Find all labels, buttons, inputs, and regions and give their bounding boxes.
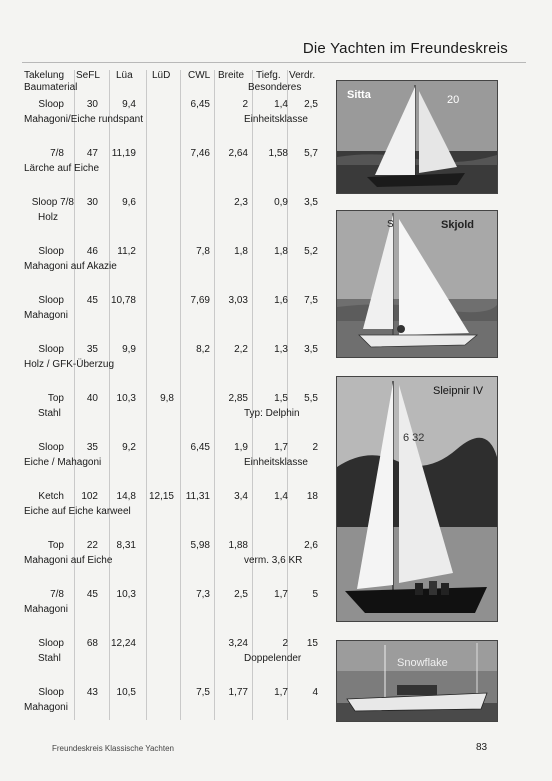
cell-lua: 9,9	[122, 344, 136, 355]
photo-caption: Sleipnir IV	[433, 385, 484, 397]
cell-rig: Sloop	[38, 295, 64, 306]
cell-breite: 2,2	[234, 344, 248, 355]
cell-cwl: 7,5	[196, 687, 210, 698]
cell-verdr: 2	[312, 442, 318, 453]
header-breite: Breite	[218, 70, 245, 81]
cell-tiefg: 2	[282, 638, 288, 649]
cell-material: Holz / GFK-Überzug	[24, 359, 115, 370]
cell-material: Mahagoni auf Akazie	[24, 261, 117, 272]
cell-cwl: 5,98	[190, 540, 210, 551]
cell-tiefg: 1,4	[274, 99, 288, 110]
photo-caption: Snowflake	[397, 657, 448, 669]
cell-breite: 2,5	[234, 589, 248, 600]
cell-material: Mahagoni	[24, 604, 68, 615]
cell-breite: 2,3	[234, 197, 248, 208]
cell-sefl: 22	[86, 540, 98, 551]
cell-besonderes: Typ: Delphin	[244, 408, 300, 419]
table-row	[24, 194, 324, 243]
cell-breite: 2,85	[228, 393, 248, 404]
header-lua: Lüa	[116, 70, 133, 81]
header-takelung: Takelung	[24, 70, 65, 81]
cell-material: Eiche / Mahagoni	[24, 457, 102, 468]
cell-sefl: 35	[86, 344, 98, 355]
cell-rig: Sloop	[38, 344, 64, 355]
table-row	[24, 537, 324, 586]
cell-lua: 10,3	[116, 589, 136, 600]
cell-verdr: 2,5	[304, 99, 318, 110]
cell-lua: 9,2	[122, 442, 136, 453]
cell-tiefg: 0,9	[274, 197, 288, 208]
sailboat-image	[337, 377, 497, 621]
cell-material: Mahagoni/Eiche rundspant	[24, 114, 143, 125]
cell-cwl: 7,46	[190, 148, 210, 159]
cell-tiefg: 1,8	[274, 246, 288, 257]
sailboat-image	[337, 641, 497, 721]
cell-sefl: 35	[86, 442, 98, 453]
cell-lua: 10,78	[110, 295, 136, 306]
yacht-photo-snowflake	[336, 640, 498, 722]
cell-breite: 3,4	[234, 491, 248, 502]
header-cwl: CWL	[188, 70, 211, 81]
table-row	[24, 635, 324, 684]
cell-verdr: 3,5	[304, 344, 318, 355]
table-row	[24, 243, 324, 292]
header-lud: LüD	[152, 70, 171, 81]
cell-cwl: 7,8	[196, 246, 210, 257]
cell-tiefg: 1,7	[274, 589, 288, 600]
sailboat-image	[337, 211, 497, 357]
photo-caption: Sitta	[347, 89, 371, 101]
cell-rig: Sloop 7/8	[31, 197, 74, 208]
cell-sefl: 30	[86, 99, 98, 110]
header-sefl: SeFL	[76, 70, 100, 81]
cell-material: Mahagoni auf Eiche	[24, 555, 113, 566]
cell-rig: Sloop	[38, 687, 64, 698]
cell-breite: 3,03	[228, 295, 248, 306]
cell-tiefg: 1,3	[274, 344, 288, 355]
table-row	[24, 586, 324, 635]
header-besonderes: Besonderes	[248, 82, 302, 93]
cell-rig: Sloop	[38, 99, 64, 110]
cell-material: Holz	[38, 212, 59, 223]
yacht-photo-skjold	[336, 210, 498, 358]
title-rule	[22, 62, 526, 63]
cell-material: Stahl	[38, 653, 61, 664]
cell-sefl: 102	[81, 491, 98, 502]
cell-material: Lärche auf Eiche	[24, 163, 100, 174]
cell-verdr: 5,7	[304, 148, 318, 159]
table-row	[24, 292, 324, 341]
header-verdr: Verdr.	[289, 70, 316, 81]
cell-sefl: 40	[86, 393, 98, 404]
cell-lua: 11,2	[117, 246, 136, 257]
cell-lua: 12,24	[110, 638, 136, 649]
table-row	[24, 684, 324, 733]
cell-breite: 2,64	[228, 148, 248, 159]
cell-tiefg: 1,6	[274, 295, 288, 306]
cell-material: Stahl	[38, 408, 61, 419]
table-row	[24, 488, 324, 537]
photo-caption: Skjold	[441, 219, 475, 231]
cell-verdr: 5,2	[304, 246, 318, 257]
cell-breite: 1,8	[234, 246, 248, 257]
cell-verdr: 5	[312, 589, 318, 600]
cell-besonderes: verm. 3,6 KR	[244, 555, 303, 566]
cell-rig: Sloop	[38, 442, 64, 453]
cell-verdr: 7,5	[304, 295, 318, 306]
cell-tiefg: 1,7	[274, 687, 288, 698]
cell-cwl: 7,3	[196, 589, 210, 600]
header-baumaterial: Baumaterial	[24, 82, 78, 93]
table-row	[24, 341, 324, 390]
cell-lua: 9,4	[122, 99, 136, 110]
cell-lua: 8,31	[116, 540, 136, 551]
cell-lua: 11,19	[111, 148, 136, 159]
cell-besonderes: Einheitsklasse	[244, 114, 308, 125]
cell-material: Mahagoni	[24, 310, 68, 321]
cell-verdr: 5,5	[304, 393, 318, 404]
cell-sefl: 30	[86, 197, 98, 208]
cell-tiefg: 1,58	[268, 148, 288, 159]
table-row	[24, 390, 324, 439]
cell-cwl: 7,69	[190, 295, 210, 306]
cell-verdr: 18	[306, 491, 318, 502]
cell-sefl: 68	[86, 638, 98, 649]
cell-sefl: 45	[86, 589, 98, 600]
cell-sefl: 43	[86, 687, 98, 698]
cell-rig: Sloop	[38, 246, 64, 257]
cell-lua: 9,6	[122, 197, 136, 208]
cell-rig: Top	[47, 393, 64, 404]
svg-text:S: S	[387, 219, 394, 230]
cell-tiefg: 1,4	[274, 491, 288, 502]
cell-verdr: 15	[306, 638, 318, 649]
cell-rig: Ketch	[38, 491, 64, 502]
cell-material: Eiche auf Eiche karweel	[24, 506, 131, 517]
cell-lua: 14,8	[116, 491, 136, 502]
cell-lud: 12,15	[148, 491, 174, 502]
sail-number: 6 32	[403, 432, 425, 444]
table-row	[24, 96, 324, 145]
footer-publisher: Freundeskreis Klassische Yachten	[52, 744, 174, 753]
cell-cwl: 11,31	[185, 491, 210, 502]
cell-sefl: 45	[86, 295, 98, 306]
table-row	[24, 145, 324, 194]
cell-verdr: 4	[312, 687, 318, 698]
cell-tiefg: 1,7	[274, 442, 288, 453]
cell-verdr: 3,5	[304, 197, 318, 208]
cell-breite: 3,24	[228, 638, 248, 649]
table-row	[24, 439, 324, 488]
page-title: Die Yachten im Freundeskreis	[302, 40, 508, 57]
cell-breite: 1,9	[234, 442, 248, 453]
cell-rig: 7/8	[50, 148, 64, 159]
cell-verdr: 2,6	[304, 540, 318, 551]
cell-lua: 10,5	[116, 687, 136, 698]
page-number: 83	[476, 742, 488, 753]
cell-cwl: 6,45	[190, 442, 210, 453]
cell-rig: 7/8	[50, 589, 64, 600]
cell-besonderes: Doppelender	[244, 653, 302, 664]
cell-material: Mahagoni	[24, 702, 68, 713]
cell-besonderes: Einheitsklasse	[244, 457, 308, 468]
cell-breite: 2	[242, 99, 248, 110]
cell-rig: Sloop	[38, 638, 64, 649]
cell-tiefg: 1,5	[274, 393, 288, 404]
cell-sefl: 46	[86, 246, 98, 257]
cell-lud: 9,8	[160, 393, 174, 404]
yacht-photo-sitta	[336, 80, 498, 194]
cell-cwl: 6,45	[190, 99, 210, 110]
cell-lua: 10,3	[116, 393, 136, 404]
cell-sefl: 47	[86, 148, 98, 159]
cell-breite: 1,77	[228, 687, 248, 698]
sail-number: 20	[447, 94, 460, 106]
cell-rig: Top	[47, 540, 64, 551]
yacht-photo-sleipnir	[336, 376, 498, 622]
header-tiefg: Tiefg.	[256, 70, 281, 81]
cell-cwl: 8,2	[196, 344, 210, 355]
cell-breite: 1,88	[228, 540, 248, 551]
